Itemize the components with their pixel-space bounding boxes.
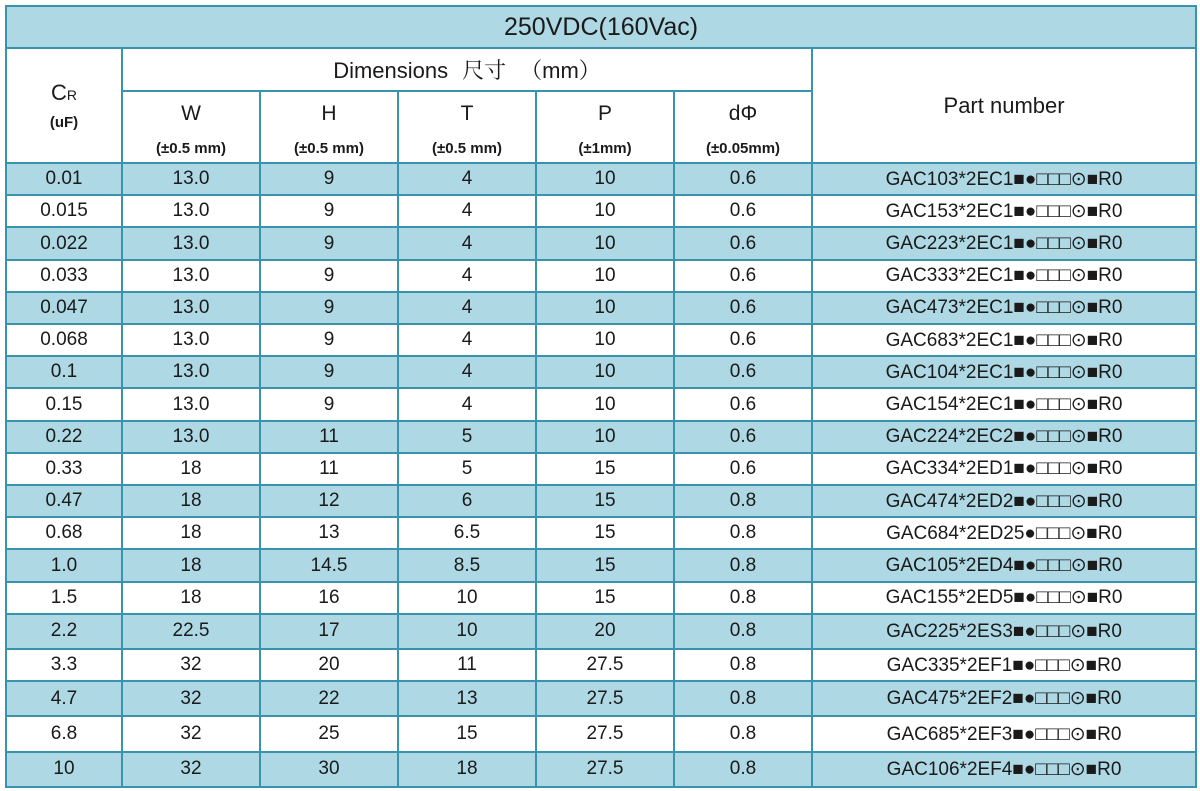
dimensions-unit: （mm） xyxy=(520,58,601,83)
cell-lead-diameter: 0.6 xyxy=(674,356,812,388)
cell-lead-diameter: 0.6 xyxy=(674,195,812,227)
cell-height: 17 xyxy=(260,614,398,649)
cell-part-number: GAC333*2EC1■●□□□⊙■R0 xyxy=(812,260,1196,292)
cell-capacitance: 0.047 xyxy=(6,292,122,324)
cell-height: 9 xyxy=(260,356,398,388)
cell-thickness: 5 xyxy=(398,453,536,485)
cell-pitch: 15 xyxy=(536,582,674,614)
table-row xyxy=(6,614,1196,649)
table-row xyxy=(6,582,1196,614)
cell-width: 18 xyxy=(122,485,260,517)
cell-width: 13.0 xyxy=(122,421,260,453)
capacitance-header xyxy=(6,48,122,163)
col-name-w: W xyxy=(181,101,201,125)
cell-height: 14.5 xyxy=(260,549,398,581)
dimensions-header xyxy=(122,48,812,91)
table-row xyxy=(6,517,1196,549)
cell-width: 13.0 xyxy=(122,388,260,420)
cell-height: 16 xyxy=(260,582,398,614)
cell-lead-diameter: 0.6 xyxy=(674,388,812,420)
table-body xyxy=(6,163,1196,787)
cell-pitch: 27.5 xyxy=(536,649,674,681)
table-row xyxy=(6,649,1196,681)
cell-width: 13.0 xyxy=(122,163,260,195)
cell-capacitance: 0.33 xyxy=(6,453,122,485)
cell-part-number: GAC106*2EF4■●□□□⊙■R0 xyxy=(812,752,1196,787)
cell-pitch: 10 xyxy=(536,388,674,420)
cell-thickness: 4 xyxy=(398,388,536,420)
cell-lead-diameter: 0.6 xyxy=(674,292,812,324)
dimensions-label: Dimensions xyxy=(333,58,449,83)
col-name-h: H xyxy=(321,101,337,125)
cell-height: 9 xyxy=(260,388,398,420)
cell-height: 13 xyxy=(260,517,398,549)
cell-pitch: 20 xyxy=(536,614,674,649)
cell-height: 9 xyxy=(260,163,398,195)
cell-capacitance: 6.8 xyxy=(6,716,122,751)
table-row xyxy=(6,716,1196,751)
cell-pitch: 10 xyxy=(536,195,674,227)
cell-capacitance: 0.015 xyxy=(6,195,122,227)
cell-height: 11 xyxy=(260,421,398,453)
cell-capacitance: 2.2 xyxy=(6,614,122,649)
table-row xyxy=(6,163,1196,195)
cell-part-number: GAC155*2ED5■●□□□⊙■R0 xyxy=(812,582,1196,614)
cell-pitch: 10 xyxy=(536,292,674,324)
cell-width: 18 xyxy=(122,582,260,614)
cell-pitch: 10 xyxy=(536,163,674,195)
table-row xyxy=(6,227,1196,259)
cell-width: 13.0 xyxy=(122,260,260,292)
cell-height: 22 xyxy=(260,681,398,716)
cell-width: 32 xyxy=(122,649,260,681)
cell-thickness: 6 xyxy=(398,485,536,517)
cr-unit: (uF) xyxy=(49,114,79,131)
cell-part-number: GAC153*2EC1■●□□□⊙■R0 xyxy=(812,195,1196,227)
col-tolerance-d: (±0.05mm) xyxy=(705,139,781,157)
cell-capacitance: 0.15 xyxy=(6,388,122,420)
col-tolerance-h: (±0.5 mm) xyxy=(294,139,364,157)
cell-lead-diameter: 0.8 xyxy=(674,752,812,787)
col-header-d xyxy=(674,91,812,163)
cell-width: 32 xyxy=(122,681,260,716)
cell-capacitance: 0.068 xyxy=(6,324,122,356)
cell-part-number: GAC335*2EF1■●□□□⊙■R0 xyxy=(812,649,1196,681)
cell-part-number: GAC684*2ED25●□□□⊙■R0 xyxy=(812,517,1196,549)
cell-height: 11 xyxy=(260,453,398,485)
cell-pitch: 27.5 xyxy=(536,752,674,787)
cell-pitch: 15 xyxy=(536,549,674,581)
cell-lead-diameter: 0.8 xyxy=(674,549,812,581)
cell-capacitance: 0.22 xyxy=(6,421,122,453)
cell-part-number: GAC103*2EC1■●□□□⊙■R0 xyxy=(812,163,1196,195)
cell-pitch: 27.5 xyxy=(536,681,674,716)
cell-width: 18 xyxy=(122,517,260,549)
table-row xyxy=(6,421,1196,453)
cell-height: 20 xyxy=(260,649,398,681)
col-header-t xyxy=(398,91,536,163)
cell-height: 12 xyxy=(260,485,398,517)
dimensions-cn-label: 尺寸 xyxy=(462,58,507,83)
cell-lead-diameter: 0.8 xyxy=(674,582,812,614)
table-row xyxy=(6,388,1196,420)
cell-lead-diameter: 0.8 xyxy=(674,485,812,517)
cell-lead-diameter: 0.6 xyxy=(674,421,812,453)
cell-thickness: 4 xyxy=(398,356,536,388)
cell-capacitance: 1.5 xyxy=(6,582,122,614)
cell-thickness: 6.5 xyxy=(398,517,536,549)
cell-thickness: 4 xyxy=(398,227,536,259)
cell-height: 30 xyxy=(260,752,398,787)
cell-pitch: 15 xyxy=(536,485,674,517)
cell-width: 18 xyxy=(122,453,260,485)
table-row xyxy=(6,485,1196,517)
cell-thickness: 4 xyxy=(398,292,536,324)
cell-thickness: 8.5 xyxy=(398,549,536,581)
col-header-h xyxy=(260,91,398,163)
col-name-t: T xyxy=(460,101,474,125)
cell-thickness: 15 xyxy=(398,716,536,751)
cell-lead-diameter: 0.6 xyxy=(674,324,812,356)
cell-pitch: 15 xyxy=(536,517,674,549)
cell-thickness: 4 xyxy=(398,260,536,292)
part-number-header: Part number xyxy=(812,48,1196,163)
col-name-d: dΦ xyxy=(728,101,758,125)
cell-lead-diameter: 0.8 xyxy=(674,716,812,751)
cell-part-number: GAC154*2EC1■●□□□⊙■R0 xyxy=(812,388,1196,420)
cell-pitch: 27.5 xyxy=(536,716,674,751)
cell-thickness: 18 xyxy=(398,752,536,787)
cell-capacitance: 0.1 xyxy=(6,356,122,388)
cell-pitch: 10 xyxy=(536,324,674,356)
spec-table xyxy=(5,5,1197,788)
table-row xyxy=(6,356,1196,388)
cell-height: 9 xyxy=(260,227,398,259)
cell-thickness: 13 xyxy=(398,681,536,716)
cell-width: 32 xyxy=(122,716,260,751)
col-tolerance-t: (±0.5 mm) xyxy=(432,139,502,157)
cell-lead-diameter: 0.8 xyxy=(674,649,812,681)
cell-part-number: GAC104*2EC1■●□□□⊙■R0 xyxy=(812,356,1196,388)
cell-capacitance: 10 xyxy=(6,752,122,787)
cell-capacitance: 4.7 xyxy=(6,681,122,716)
table-row xyxy=(6,453,1196,485)
table-row xyxy=(6,681,1196,716)
cell-width: 13.0 xyxy=(122,227,260,259)
cell-part-number: GAC683*2EC1■●□□□⊙■R0 xyxy=(812,324,1196,356)
cell-part-number: GAC474*2ED2■●□□□⊙■R0 xyxy=(812,485,1196,517)
table-row xyxy=(6,752,1196,787)
cell-part-number: GAC223*2EC1■●□□□⊙■R0 xyxy=(812,227,1196,259)
cell-lead-diameter: 0.6 xyxy=(674,163,812,195)
cr-symbol: C xyxy=(50,80,67,105)
cell-part-number: GAC225*2ES3■●□□□⊙■R0 xyxy=(812,614,1196,649)
cell-width: 22.5 xyxy=(122,614,260,649)
cell-thickness: 4 xyxy=(398,195,536,227)
cell-height: 9 xyxy=(260,195,398,227)
cell-thickness: 5 xyxy=(398,421,536,453)
cell-lead-diameter: 0.6 xyxy=(674,453,812,485)
cell-part-number: GAC685*2EF3■●□□□⊙■R0 xyxy=(812,716,1196,751)
cell-lead-diameter: 0.8 xyxy=(674,517,812,549)
cell-width: 13.0 xyxy=(122,324,260,356)
cell-thickness: 10 xyxy=(398,614,536,649)
cell-part-number: GAC224*2EC2■●□□□⊙■R0 xyxy=(812,421,1196,453)
cell-height: 9 xyxy=(260,260,398,292)
cell-capacitance: 0.033 xyxy=(6,260,122,292)
cell-height: 25 xyxy=(260,716,398,751)
cell-width: 32 xyxy=(122,752,260,787)
col-tolerance-p: (±1mm) xyxy=(578,139,632,157)
cell-part-number: GAC475*2EF2■●□□□⊙■R0 xyxy=(812,681,1196,716)
table-row xyxy=(6,549,1196,581)
cell-part-number: GAC473*2EC1■●□□□⊙■R0 xyxy=(812,292,1196,324)
cell-lead-diameter: 0.6 xyxy=(674,260,812,292)
cell-pitch: 10 xyxy=(536,227,674,259)
cell-capacitance: 3.3 xyxy=(6,649,122,681)
cell-thickness: 10 xyxy=(398,582,536,614)
cell-lead-diameter: 0.8 xyxy=(674,614,812,649)
cell-capacitance: 0.01 xyxy=(6,163,122,195)
col-tolerance-w: (±0.5 mm) xyxy=(156,139,226,157)
cell-lead-diameter: 0.6 xyxy=(674,227,812,259)
cell-pitch: 10 xyxy=(536,260,674,292)
cell-width: 13.0 xyxy=(122,356,260,388)
cell-capacitance: 1.0 xyxy=(6,549,122,581)
table-title: 250VDC(160Vac) xyxy=(6,6,1196,48)
table-row xyxy=(6,292,1196,324)
col-header-w xyxy=(122,91,260,163)
cell-pitch: 15 xyxy=(536,453,674,485)
cell-width: 13.0 xyxy=(122,292,260,324)
table-row xyxy=(6,324,1196,356)
cell-capacitance: 0.68 xyxy=(6,517,122,549)
cell-part-number: GAC105*2ED4■●□□□⊙■R0 xyxy=(812,549,1196,581)
cell-lead-diameter: 0.8 xyxy=(674,681,812,716)
cell-width: 13.0 xyxy=(122,195,260,227)
cell-thickness: 4 xyxy=(398,324,536,356)
cell-height: 9 xyxy=(260,292,398,324)
cell-capacitance: 0.47 xyxy=(6,485,122,517)
cell-width: 18 xyxy=(122,549,260,581)
cr-subscript: R xyxy=(66,87,77,103)
cell-part-number: GAC334*2ED1■●□□□⊙■R0 xyxy=(812,453,1196,485)
cell-capacitance: 0.022 xyxy=(6,227,122,259)
table-row xyxy=(6,195,1196,227)
cell-pitch: 10 xyxy=(536,356,674,388)
table-row xyxy=(6,260,1196,292)
col-header-p xyxy=(536,91,674,163)
cell-thickness: 4 xyxy=(398,163,536,195)
cell-thickness: 11 xyxy=(398,649,536,681)
cell-height: 9 xyxy=(260,324,398,356)
col-name-p: P xyxy=(597,101,612,125)
cell-pitch: 10 xyxy=(536,421,674,453)
